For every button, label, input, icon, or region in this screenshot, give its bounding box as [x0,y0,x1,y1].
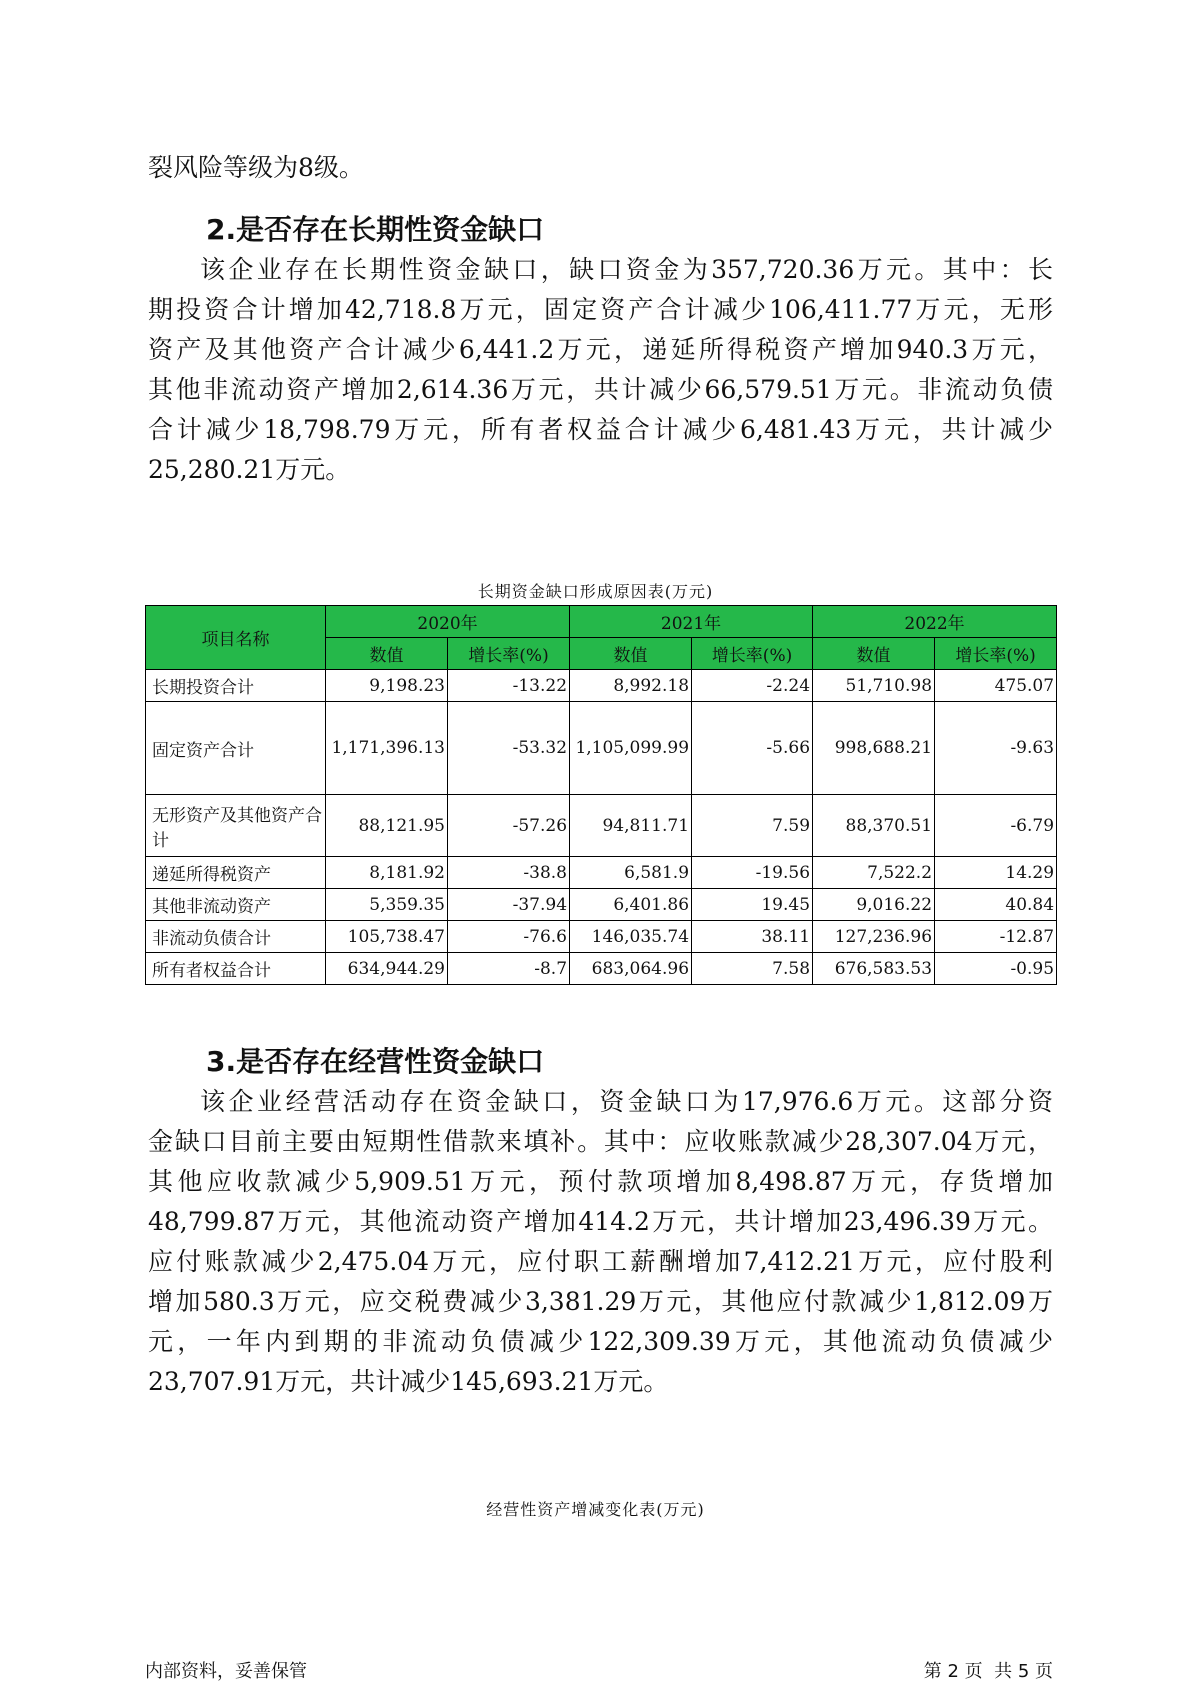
table-cell: 7.59 [692,795,813,857]
table-cell: -19.56 [692,857,813,889]
table-cell: 88,370.51 [813,795,935,857]
table-cell: 40.84 [935,889,1057,921]
table-cell: 634,944.29 [326,953,448,985]
row-label: 所有者权益合计 [146,953,326,985]
table-cell: -9.63 [935,702,1057,795]
table-cell: -5.66 [692,702,813,795]
table-cell: -8.7 [448,953,570,985]
table-row [146,857,1057,889]
year-header: 2020年 [326,606,570,638]
table-cell: 146,035.74 [570,921,692,953]
row-label: 无形资产及其他资产合计 [146,795,326,857]
table-cell: 9,198.23 [326,670,448,702]
table-cell: 127,236.96 [813,921,935,953]
table-cell: 5,359.35 [326,889,448,921]
table-cell: 1,171,396.13 [326,702,448,795]
table-cell: -6.79 [935,795,1057,857]
table-cell: -37.94 [448,889,570,921]
row-label: 其他非流动资产 [146,889,326,921]
paragraph-line: 金缺口目前主要由短期性借款来填补。其中：应收账款减少28,307.04万元， [148,1127,1053,1156]
table-cell: 7,522.2 [813,857,935,889]
growth-rate-header: 增长率(%) [935,638,1057,670]
year-header: 2021年 [570,606,813,638]
paragraph-line: 其他非流动资产增加2,614.36万元，共计减少66,579.51万元。非流动负债 [148,375,1053,404]
paragraph-line: 期投资合计增加42,718.8万元，固定资产合计减少106,411.77万元，无形 [148,295,1053,324]
value-header: 数值 [570,638,692,670]
table-cell: 8,992.18 [570,670,692,702]
section-2-heading: 2.是否存在长期性资金缺口 [206,213,545,246]
table-cell: 676,583.53 [813,953,935,985]
footer-confidential-note: 内部资料，妥善保管 [145,1661,307,1682]
paragraph-line: 增加580.3万元，应交税费减少3,381.29万元，其他应付款减少1,812.09万 [148,1287,1053,1316]
table-cell: -13.22 [448,670,570,702]
paragraph-line: 应付账款减少2,475.04万元，应付职工薪酬增加7,412.21万元，应付股利 [148,1247,1053,1276]
table-cell: 998,688.21 [813,702,935,795]
year-header: 2022年 [813,606,1057,638]
table-cell: 683,064.96 [570,953,692,985]
table-cell: 8,181.92 [326,857,448,889]
table-cell: 14.29 [935,857,1057,889]
paragraph-line: 该企业存在长期性资金缺口，缺口资金为357,720.36万元。其中：长 [200,255,1053,284]
table-row [146,795,1057,857]
table-cell: -0.95 [935,953,1057,985]
table-cell: 9,016.22 [813,889,935,921]
column-header-item: 项目名称 [146,606,326,670]
table-cell: 1,105,099.99 [570,702,692,795]
table-2-caption: 经营性资产增减变化表(万元) [486,1500,705,1519]
table-cell: -53.32 [448,702,570,795]
row-label: 非流动负债合计 [146,921,326,953]
table-row [146,921,1057,953]
paragraph-line: 25,280.21万元。 [148,455,351,484]
row-label: 固定资产合计 [146,702,326,795]
row-label: 递延所得税资产 [146,857,326,889]
growth-rate-header: 增长率(%) [448,638,570,670]
paragraph-line: 裂风险等级为8级。 [148,153,364,182]
table-cell: -38.8 [448,857,570,889]
paragraph-line: 23,707.91万元，共计减少145,693.21万元。 [148,1367,669,1396]
table-cell: -12.87 [935,921,1057,953]
table-cell: 88,121.95 [326,795,448,857]
value-header: 数值 [326,638,448,670]
table-cell: 105,738.47 [326,921,448,953]
table-cell: 51,710.98 [813,670,935,702]
table-cell: 475.07 [935,670,1057,702]
table-cell: 6,581.9 [570,857,692,889]
footer-page-number: 第 2 页 共 5 页 [923,1661,1053,1682]
table-row [146,670,1057,702]
table-row [146,953,1057,985]
paragraph-line: 该企业经营活动存在资金缺口，资金缺口为17,976.6万元。这部分资 [200,1087,1053,1116]
table-cell: 38.11 [692,921,813,953]
value-header: 数值 [813,638,935,670]
paragraph-line: 资产及其他资产合计减少6,441.2万元，递延所得税资产增加940.3万元， [148,335,1053,364]
table-cell: 94,811.71 [570,795,692,857]
section-2-paragraph [148,250,1053,490]
table-cell: -2.24 [692,670,813,702]
paragraph-line: 48,799.87万元，其他流动资产增加414.2万元，共计增加23,496.39万元。 [148,1207,1053,1236]
table-cell: -76.6 [448,921,570,953]
table-1-caption: 长期资金缺口形成原因表(万元) [477,582,714,601]
paragraph-line: 其他应收款减少5,909.51万元，预付款项增加8,498.87万元，存货增加 [148,1167,1053,1196]
table-cell: 6,401.86 [570,889,692,921]
table-row [146,702,1057,795]
row-label: 长期投资合计 [146,670,326,702]
table-cell: 19.45 [692,889,813,921]
paragraph-line: 合计减少18,798.79万元，所有者权益合计减少6,481.43万元，共计减少 [148,415,1053,444]
growth-rate-header: 增长率(%) [692,638,813,670]
section-3-paragraph [148,1082,1053,1402]
table-cell: -57.26 [448,795,570,857]
table-row [146,889,1057,921]
paragraph-line: 元，一年内到期的非流动负债减少122,309.39万元，其他流动负债减少 [148,1327,1053,1356]
table-cell: 7.58 [692,953,813,985]
section-3-heading: 3.是否存在经营性资金缺口 [206,1045,545,1078]
long-term-gap-table [145,605,1057,985]
intro-paragraph [148,148,1053,188]
